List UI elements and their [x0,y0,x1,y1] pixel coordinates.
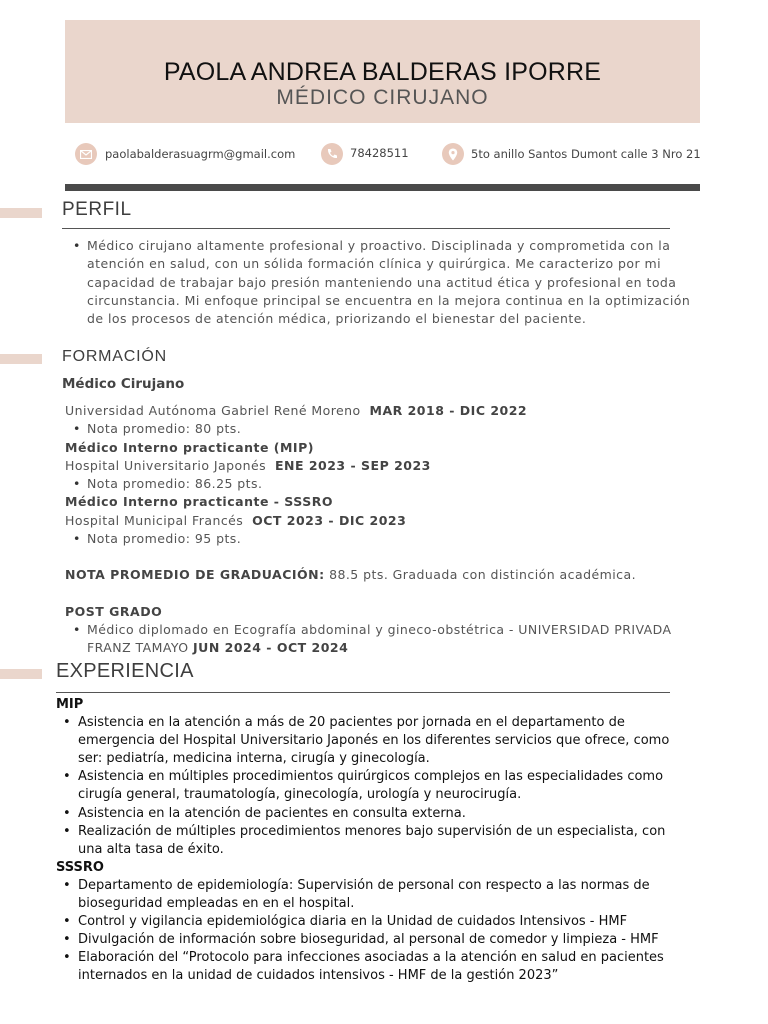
list-item: • Control y vigilancia epidemiológica diaria en la Unidad de cuidados Intensivos - HMF [56,913,678,931]
education-note: • Nota promedio: 95 pts. [65,530,705,548]
experiencia-heading: EXPERIENCIA [56,660,194,682]
phone-text[interactable]: 78428511 [350,146,409,160]
postgrado-item [65,621,687,658]
list-item: • Departamento de epidemiología: Supervisión de personal con respecto a las normas de bioseguridad empleadas en en el hospital. [56,877,678,913]
section-accent [0,669,42,679]
education-dates: MAR 2018 - DIC 2022 [369,403,528,418]
address-text: 5to anillo Santos Dumont calle 3 Nro 21 [471,147,701,161]
section-accent [0,208,42,218]
postgrado-dates: JUN 2024 - OCT 2024 [193,640,349,656]
institution: Hospital Universitario Japonés [65,457,267,473]
list-item: • Realización de múltiples procedimientos menores bajo supervisión de un especialista, con una alta tasa de éxito. [56,823,678,859]
list-item: • Asistencia en la atención de pacientes en consulta externa. [56,805,678,823]
list-item: • Divulgación de información sobre bioseguridad, al personal de comedor y limpieza - HMF [56,931,678,949]
education-entry [65,512,705,530]
postgrado-label: POST GRADO [65,603,163,619]
education-note: • Nota promedio: 80 pts. [65,420,705,438]
full-name: PAOLA ANDREA BALDERAS IPORRE [163,58,602,86]
education-dates: OCT 2023 - DIC 2023 [252,512,407,528]
perfil-text: • Médico cirujano altamente profesional y proactivo. Disciplinada y comprometida con la atención en salud, con un sólida formación clínica y quirúrgica. Me caracterizo por mi capacidad de trabajar bajo presión manteniendo una actitud ética y profesional en toda circunstancia. Mi enfoque principal se encuentra en la mejora continua en la optimización de los procesos de atención médica, priorizando el bienestar del paciente. [65,237,695,328]
header-divider [65,184,700,191]
section-accent [0,354,42,364]
education-title: Médico Interno practicante (MIP) [65,439,314,455]
list-item: • Elaboración del “Protocolo para infecciones asociadas a la atención en salud en pacientes internados en la unidad de cuidados intensivos - HMF de la gestión 2023” [56,949,678,985]
graduation-average [65,566,705,584]
graduation-value: 88.5 pts. Graduada con distinción académica. [329,567,637,583]
education-dates: ENE 2023 - SEP 2023 [274,457,431,473]
formacion-heading: FORMACIÓN [62,348,167,365]
job-title: MÉDICO CIRUJANO [276,86,489,109]
perfil-rule [62,228,670,229]
email-icon [75,143,97,165]
perfil-heading: PERFIL [62,199,132,220]
institution: Hospital Municipal Francés [65,512,244,528]
experience-list [56,877,678,986]
postgrado-text: Médico diplomado en Ecografía abdominal y gineco-obstétrica - UNIVERSIDAD PRIVADA FRANZ TAMAYO [87,621,672,656]
education-title: Médico Interno practicante - SSSRO [65,494,333,510]
education-entry [65,457,705,475]
experiencia-groups [56,696,678,986]
education-entry [65,402,705,420]
formacion-entries [65,402,705,658]
location-pin-icon [442,143,464,165]
experience-list [56,714,678,859]
experience-group-label: MIP [56,697,84,712]
education-note: • Nota promedio: 86.25 pts. [65,475,705,493]
experience-group-label: SSSRO [56,859,104,875]
email-text[interactable]: paolabalderasuagrm@gmail.com [105,147,296,161]
list-item: • Asistencia en la atención a más de 20 pacientes por jornada en el departamento de emergencia del Hospital Universitario Japonés en los diferentes servicios que ofrece, como ser: pediatría, medicina interna, cirugía y ginecología. [56,714,678,768]
graduation-label: NOTA PROMEDIO DE GRADUACIÓN: [65,567,325,583]
experiencia-rule [56,692,670,693]
institution: Universidad Autónoma Gabriel René Moreno [65,403,361,418]
list-item: • Asistencia en múltiples procedimientos quirúrgicos complejos en las especialidades como cirugía general, traumatología, ginecología, urología y neurocirugía. [56,768,678,804]
perfil-section [65,237,695,328]
phone-icon [321,143,343,165]
degree-title: Médico Cirujano [62,376,185,392]
